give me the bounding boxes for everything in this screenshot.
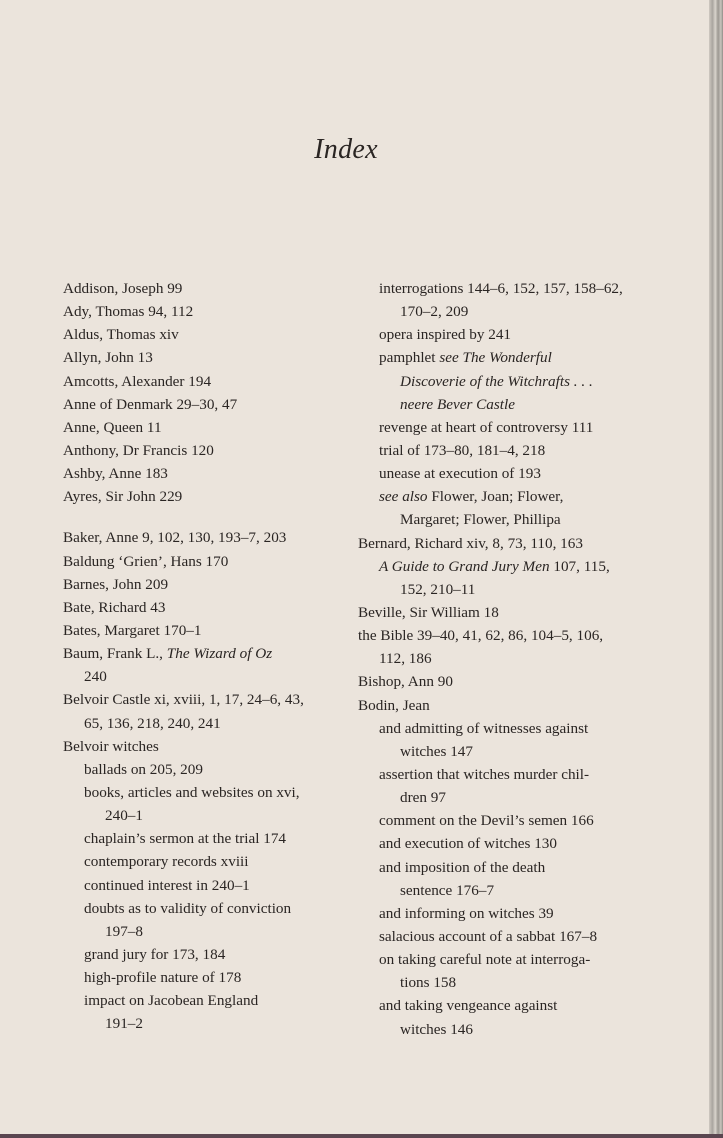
index-subentry xyxy=(358,717,658,740)
index-subentry xyxy=(358,994,658,1017)
entry-text: and taking vengeance against xyxy=(379,997,558,1015)
entry-text: Bernard, Richard xiv, 8, 73, 110, 163 xyxy=(358,534,583,552)
index-entry xyxy=(63,393,353,416)
index-continuation xyxy=(358,879,658,902)
page-title: Index xyxy=(314,134,378,165)
index-entry xyxy=(63,439,353,462)
index-continuation xyxy=(358,370,658,393)
index-entry xyxy=(63,550,353,573)
entry-text: Baldung ‘Grien’, Hans 170 xyxy=(63,552,229,570)
page-edge xyxy=(709,0,723,1134)
entry-text: and execution of witches 130 xyxy=(379,835,557,853)
letter-group-gap xyxy=(63,508,353,526)
index-continuation xyxy=(358,508,658,531)
entry-text: Amcotts, Alexander 194 xyxy=(63,372,212,390)
index-entry xyxy=(63,526,353,549)
index-column-left xyxy=(63,277,353,1036)
entry-text: doubts as to validity of conviction xyxy=(84,899,292,917)
index-subentry xyxy=(358,485,658,508)
italic-text: neere Bever Castle xyxy=(400,395,515,413)
index-subentry xyxy=(358,416,658,439)
index-entry xyxy=(63,323,353,346)
index-entry xyxy=(63,688,353,711)
entry-text: chaplain’s sermon at the trial 174 xyxy=(84,830,287,848)
entry-text: Bates, Margaret 170–1 xyxy=(63,621,202,639)
entry-text: witches 146 xyxy=(400,1020,473,1038)
entry-text: 197–8 xyxy=(105,922,143,940)
entry-text: 191–2 xyxy=(105,1015,143,1033)
entry-text: Ady, Thomas 94, 112 xyxy=(63,303,194,321)
index-subentry xyxy=(358,832,658,855)
entry-text: and admitting of witnesses against xyxy=(379,719,589,737)
italic-text: Discoverie of the Witchrafts . . . xyxy=(400,372,593,390)
entry-text: Allyn, John 13 xyxy=(63,349,153,367)
italic-text: The Wizard of Oz xyxy=(166,645,273,663)
entry-text: Anthony, Dr Francis 120 xyxy=(63,441,214,459)
index-subentry xyxy=(358,902,658,925)
index-subentry xyxy=(358,948,658,971)
entry-text: 152, 210–11 xyxy=(400,580,476,598)
index-subentry xyxy=(358,555,658,578)
entry-text: Anne, Queen 11 xyxy=(63,418,162,436)
index-entry xyxy=(358,694,658,717)
entry-text: books, articles and websites on xvi, xyxy=(84,783,300,801)
entry-text: 112, 186 xyxy=(379,650,432,668)
index-subentry xyxy=(63,989,353,1012)
index-continuation xyxy=(358,971,658,994)
index-subentry xyxy=(63,850,353,873)
entry-text: impact on Jacobean England xyxy=(84,992,259,1010)
entry-text: the Bible 39–40, 41, 62, 86, 104–5, 106, xyxy=(358,627,604,645)
index-entry xyxy=(63,642,353,665)
entry-text: revenge at heart of controversy 111 xyxy=(379,418,594,436)
index-subentry xyxy=(358,439,658,462)
index-entry xyxy=(63,370,353,393)
index-subentry xyxy=(63,966,353,989)
entry-text: grand jury for 173, 184 xyxy=(84,945,226,963)
index-continuation xyxy=(358,393,658,416)
entry-text: sentence 176–7 xyxy=(400,881,495,899)
index-entry xyxy=(63,596,353,619)
entry-text: and imposition of the death xyxy=(379,858,546,876)
index-continuation xyxy=(63,1012,353,1035)
entry-text: 65, 136, 218, 240, 241 xyxy=(84,714,221,732)
entry-text: Bishop, Ann 90 xyxy=(358,673,453,691)
entry-text: tions 158 xyxy=(400,974,457,992)
index-continuation xyxy=(358,1018,658,1041)
italic-text: A Guide to Grand Jury Men xyxy=(379,557,550,575)
index-subentry xyxy=(63,874,353,897)
entry-text: dren 97 xyxy=(400,789,446,807)
entry-text: 170–2, 209 xyxy=(400,303,469,321)
entry-text: continued interest in 240–1 xyxy=(84,876,250,894)
entry-text: Bodin, Jean xyxy=(358,696,430,714)
entry-text: Flower, Joan; Flower, xyxy=(427,488,564,506)
index-entry xyxy=(63,346,353,369)
entry-text: assertion that witches murder chil- xyxy=(379,765,590,783)
index-subentry xyxy=(63,758,353,781)
index-entry xyxy=(63,619,353,642)
entry-text: Ayres, Sir John 229 xyxy=(63,488,183,506)
index-entry xyxy=(358,601,658,624)
entry-text: Anne of Denmark 29–30, 47 xyxy=(63,395,238,413)
index-entry xyxy=(63,300,353,323)
italic-text: see also xyxy=(379,488,428,506)
index-entry xyxy=(63,462,353,485)
entry-text: salacious account of a sabbat 167–8 xyxy=(379,927,598,945)
index-entry xyxy=(63,416,353,439)
index-subentry xyxy=(63,827,353,850)
entry-text: trial of 173–80, 181–4, 218 xyxy=(379,441,546,459)
entry-text: on taking careful note at interroga- xyxy=(379,951,591,969)
entry-text: Bate, Richard 43 xyxy=(63,598,166,616)
index-entry xyxy=(63,735,353,758)
italic-text: see The Wonderful xyxy=(439,349,552,367)
entry-text: 240 xyxy=(84,668,107,686)
entry-text: pamphlet xyxy=(379,349,440,367)
entry-text: Addison, Joseph 99 xyxy=(63,280,183,297)
index-continuation xyxy=(63,804,353,827)
entry-text: Aldus, Thomas xiv xyxy=(63,326,179,344)
index-subentry xyxy=(358,925,658,948)
entry-text: contemporary records xviii xyxy=(84,853,249,871)
index-subentry xyxy=(358,462,658,485)
index-subentry xyxy=(358,647,658,670)
index-continuation xyxy=(358,740,658,763)
entry-text: ballads on 205, 209 xyxy=(84,760,203,778)
index-continuation xyxy=(358,786,658,809)
index-subentry xyxy=(358,323,658,346)
entry-text: Margaret; Flower, Phillipa xyxy=(400,511,561,529)
index-subentry xyxy=(358,856,658,879)
entry-text: opera inspired by 241 xyxy=(379,326,512,344)
entry-text: 240–1 xyxy=(105,807,143,825)
index-subentry xyxy=(63,781,353,804)
bottom-border xyxy=(0,1134,723,1138)
entry-text: Baker, Anne 9, 102, 130, 193–7, 203 xyxy=(63,529,287,547)
index-subentry xyxy=(358,277,658,300)
entry-text: high-profile nature of 178 xyxy=(84,969,242,987)
index-subentry xyxy=(63,712,353,735)
index-entry xyxy=(63,277,353,300)
index-subentry xyxy=(63,897,353,920)
entry-text: Baum, Frank L., xyxy=(63,645,167,663)
index-subentry xyxy=(358,346,658,369)
entry-text: and informing on witches 39 xyxy=(379,904,554,922)
index-entry xyxy=(358,670,658,693)
entry-text: interrogations 144–6, 152, 157, 158–62, xyxy=(379,280,623,297)
entry-text: unease at execution of 193 xyxy=(379,465,541,483)
index-subentry xyxy=(358,809,658,832)
entry-text: Beville, Sir William 18 xyxy=(358,603,499,621)
entry-text: comment on the Devil’s semen 166 xyxy=(379,812,594,830)
entry-text: witches 147 xyxy=(400,742,473,760)
entry-text: 107, 115, xyxy=(549,557,610,575)
entry-text: Belvoir witches xyxy=(63,737,159,755)
index-continuation xyxy=(358,578,658,601)
entry-text: Barnes, John 209 xyxy=(63,575,169,593)
index-subentry xyxy=(358,763,658,786)
index-entry xyxy=(63,485,353,508)
index-column-right xyxy=(358,277,658,1041)
index-entry xyxy=(63,573,353,596)
entry-text: Ashby, Anne 183 xyxy=(63,465,168,483)
index-entry xyxy=(358,532,658,555)
entry-text: Belvoir Castle xi, xviii, 1, 17, 24–6, 43, xyxy=(63,691,304,709)
index-entry xyxy=(358,624,658,647)
index-subentry xyxy=(63,943,353,966)
index-subentry xyxy=(63,665,353,688)
index-continuation xyxy=(358,300,658,323)
index-continuation xyxy=(63,920,353,943)
